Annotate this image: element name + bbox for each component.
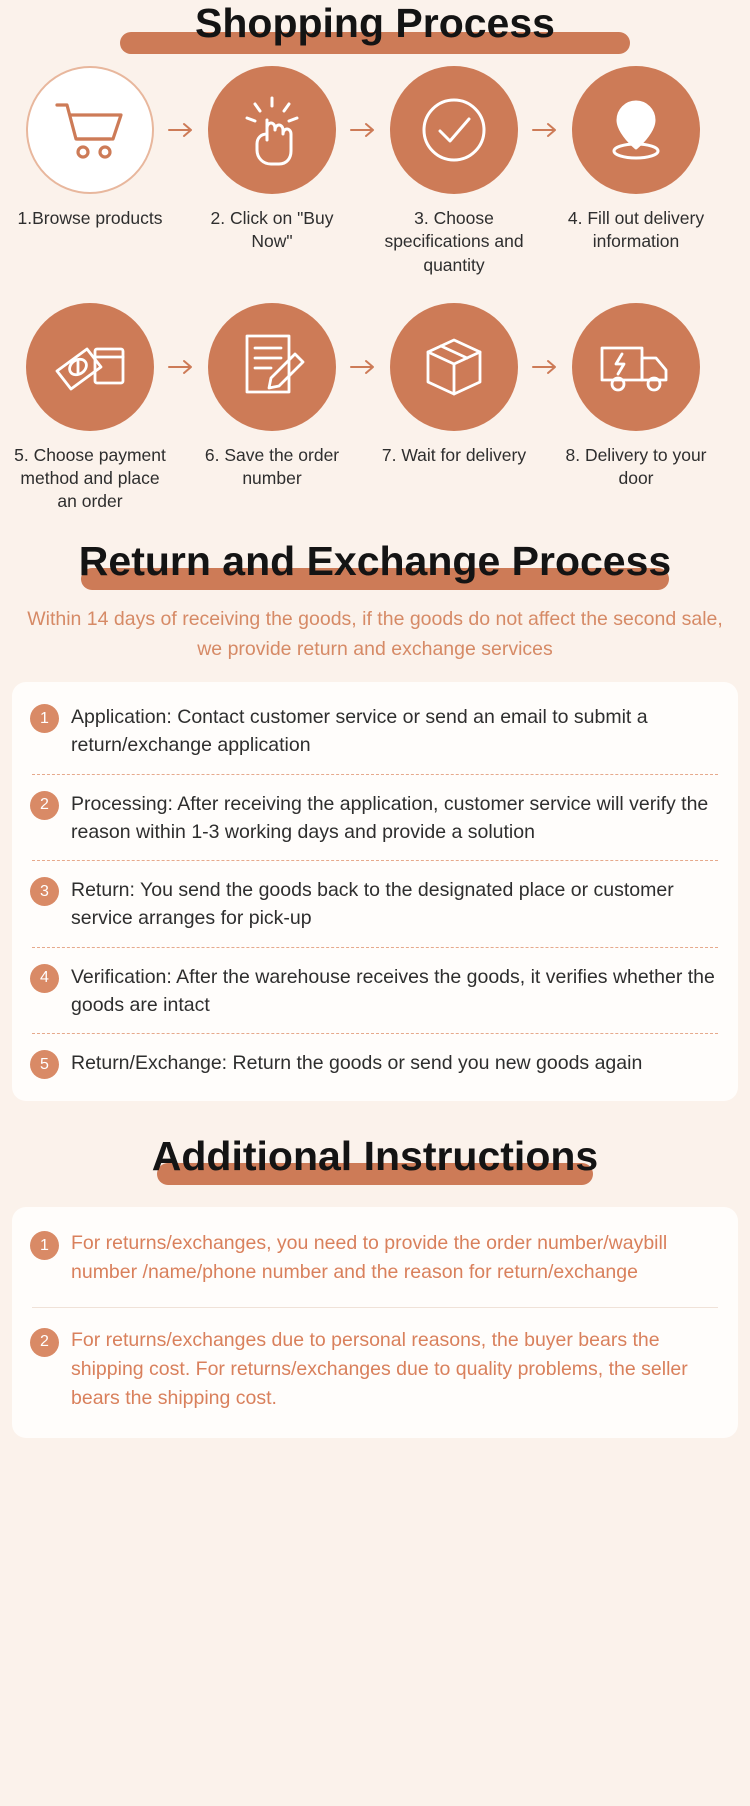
delivery-truck-icon [572,303,700,431]
shopping-step-4-label: 4. Fill out delivery information [567,208,705,252]
list-item-text: For returns/exchanges, you need to provide the order number/waybill number /name/phone number and the reason for return/exchange [71,1232,668,1284]
list-item [28,962,722,1020]
shopping-step-7 [378,303,530,467]
package-box-icon [390,303,518,431]
tap-hand-icon [208,66,336,194]
shopping-step-1-label: 1.Browse products [17,208,163,228]
additional-instructions-title: Additional Instructions [151,1133,599,1180]
arrow-right-icon [530,303,560,431]
shopping-step-3-label: 3. Choose specifications and quantity [384,208,524,275]
list-divider [32,860,718,861]
step-number-badge: 1 [30,1231,59,1260]
list-divider [32,1307,718,1308]
step-number-badge: 5 [30,1050,59,1079]
list-item [28,789,722,847]
list-item-text: Verification: After the warehouse receives the goods, it verifies whether the goods are intact [71,965,715,1016]
arrow-right-icon [530,66,560,194]
shopping-step-5-label: 5. Choose payment method and place an order [14,444,166,512]
shopping-step-1 [14,66,166,230]
step-number-badge: 1 [30,704,59,733]
list-item-text: Return/Exchange: Return the goods or send you new goods again [71,1052,643,1075]
shopping-step-2 [196,66,348,254]
shopping-step-6 [196,303,348,491]
list-item [28,702,722,760]
additional-instructions-card [12,1207,738,1438]
list-divider [32,947,718,948]
shopping-step-2-label: 2. Click on "Buy Now" [210,208,334,252]
shopping-steps-row-1 [0,66,750,277]
list-item [28,875,722,933]
shopping-step-6-label: 6. Save the order number [204,444,340,489]
step-number-badge: 4 [30,964,59,993]
shopping-step-5 [14,303,166,514]
shopping-process-title: Shopping Process [195,0,555,46]
list-item [28,1326,722,1413]
list-item-text: Processing: After receiving the application, customer service will verify the reason within 1-3 working days and provide a solution [71,792,709,843]
return-steps-card [12,682,738,1101]
additional-instructions-heading [0,1135,750,1191]
list-item-text: Application: Contact customer service or send an email to submit a return/exchange application [71,706,648,757]
shopping-step-8 [560,303,712,491]
return-process-title: Return and Exchange Process [78,537,672,584]
cash-payment-icon [26,303,154,431]
location-pin-icon [572,66,700,194]
return-policy-intro: Within 14 days of receiving the goods, if the goods do not affect the second sale, we provide return and exchange services [27,607,723,660]
shopping-process-heading [0,0,750,60]
step-number-badge: 3 [30,877,59,906]
arrow-right-icon [348,303,378,431]
list-item [28,1229,722,1287]
document-edit-icon [208,303,336,431]
shopping-step-3 [378,66,530,277]
list-item-text: For returns/exchanges due to personal reasons, the buyer bears the shipping cost. For returns/exchanges due to quality problems, the seller bears the shipping cost. [71,1328,688,1409]
arrow-right-icon [166,66,196,194]
list-item [28,1048,722,1079]
shopping-step-7-label: 7. Wait for delivery [381,444,527,465]
return-process-heading [0,537,750,596]
check-circle-icon [390,66,518,194]
list-divider [32,1033,718,1034]
shopping-steps-row-2 [0,303,750,514]
step-number-badge: 2 [30,1328,59,1357]
shopping-step-8-label: 8. Delivery to your door [565,444,707,489]
bottom-spacer [0,1438,750,1466]
shopping-step-4 [560,66,712,254]
list-item-text: Return: You send the goods back to the designated place or customer service arranges for pick-up [71,879,674,930]
step-number-badge: 2 [30,791,59,820]
arrow-right-icon [166,303,196,431]
arrow-right-icon [348,66,378,194]
list-divider [32,774,718,775]
shopping-cart-icon [26,66,154,194]
